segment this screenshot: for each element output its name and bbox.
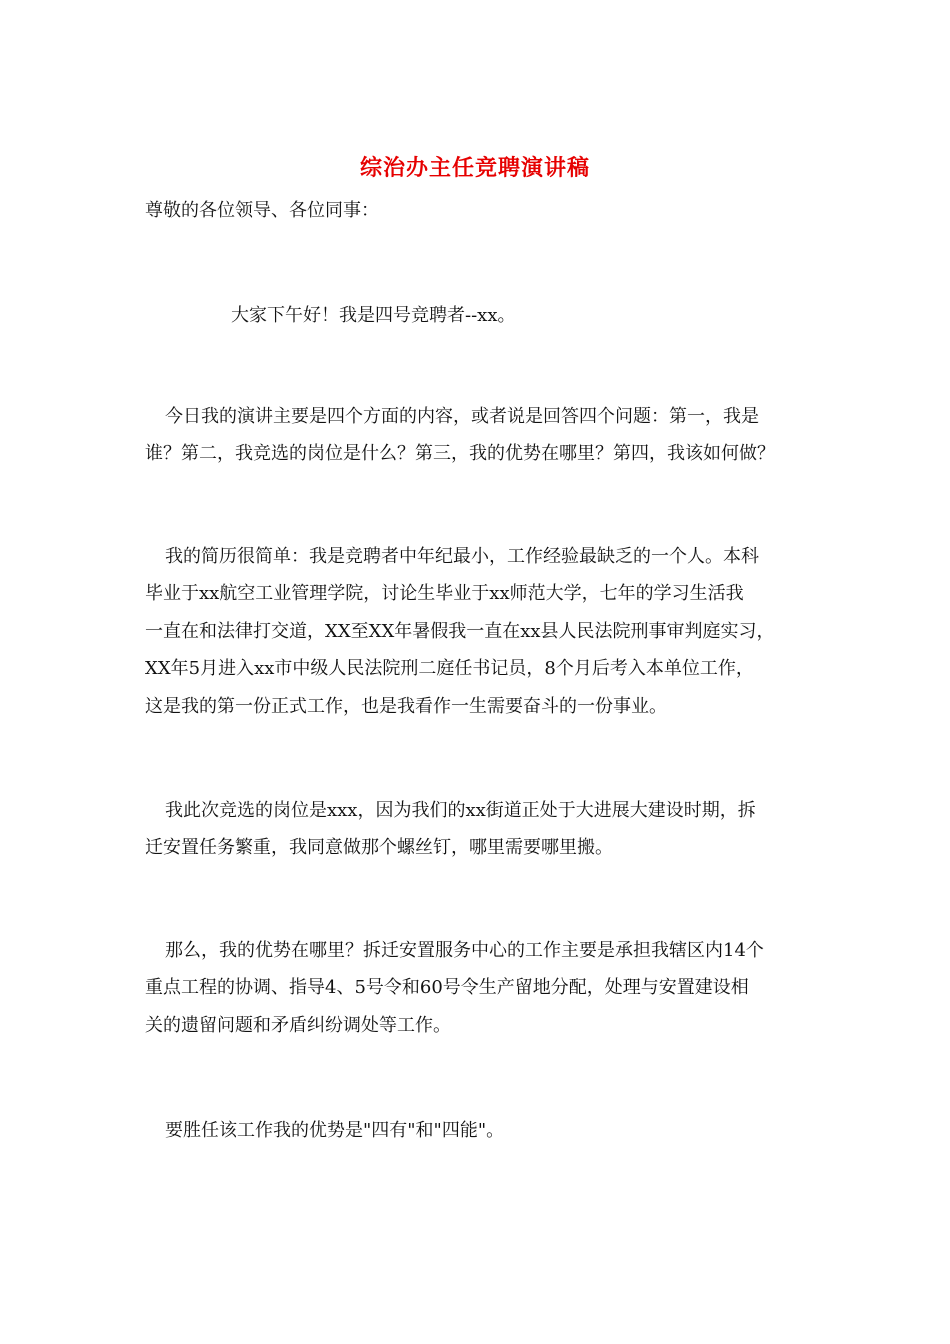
paragraph-resume (145, 538, 805, 725)
paragraph-line: XX年5月进入xx市中级人民法院刑二庭任书记员，8个月后考入本单位工作， (145, 658, 754, 680)
paragraph-line: 要胜任该工作我的优势是"四有"和"四能"。 (165, 1120, 505, 1141)
paragraph-line: 一直在和法律打交道，XX至XX年暑假我一直在xx县人民法院刑事审判庭实习， (145, 620, 775, 642)
paragraph-outline (145, 398, 805, 473)
paragraph-opening (145, 297, 805, 334)
paragraph-line: 重点工程的协调、指导4、5号令和60号令生产留地分配，处理与安置建设相 (145, 977, 749, 999)
paragraph-line: 今日我的演讲主要是四个方面的内容，或者说是回答四个问题：第一，我是 (165, 406, 759, 427)
paragraph-line: 这是我的第一份正式工作，也是我看作一生需要奋斗的一份事业。 (145, 695, 667, 717)
paragraph-line: 关的遗留问题和矛盾纠纷调处等工作。 (145, 1014, 451, 1036)
paragraph-line: 迁安置任务繁重，我同意做那个螺丝钉，哪里需要哪里搬。 (145, 837, 613, 859)
paragraph-line: 我此次竞选的岗位是xxx，因为我们的xx街道正处于大进展大建设时期，拆 (165, 800, 756, 821)
paragraph-advantages (145, 932, 805, 1044)
paragraph-four-haves (145, 1112, 805, 1149)
paragraph-line: 我的简历很简单：我是竞聘者中年纪最小，工作经验最缺乏的一个人。本科 (165, 546, 759, 567)
paragraph-line: 大家下午好！我是四号竞聘者--xx。 (231, 305, 516, 326)
paragraph-line: 那么，我的优势在哪里？拆迁安置服务中心的工作主要是承担我辖区内14个 (165, 940, 764, 961)
document-title: 综治办主任竞聘演讲稿 (359, 155, 590, 181)
greeting-line: 尊敬的各位领导、各位同事： (145, 200, 379, 221)
paragraph-line: 毕业于xx航空工业管理学院，讨论生毕业于xx师范大学，七年的学习生活我 (145, 583, 744, 605)
paragraph-position (145, 792, 805, 867)
paragraph-line: 谁？第二，我竞选的岗位是什么？第三，我的优势在哪里？第四，我该如何做？ (145, 443, 775, 465)
